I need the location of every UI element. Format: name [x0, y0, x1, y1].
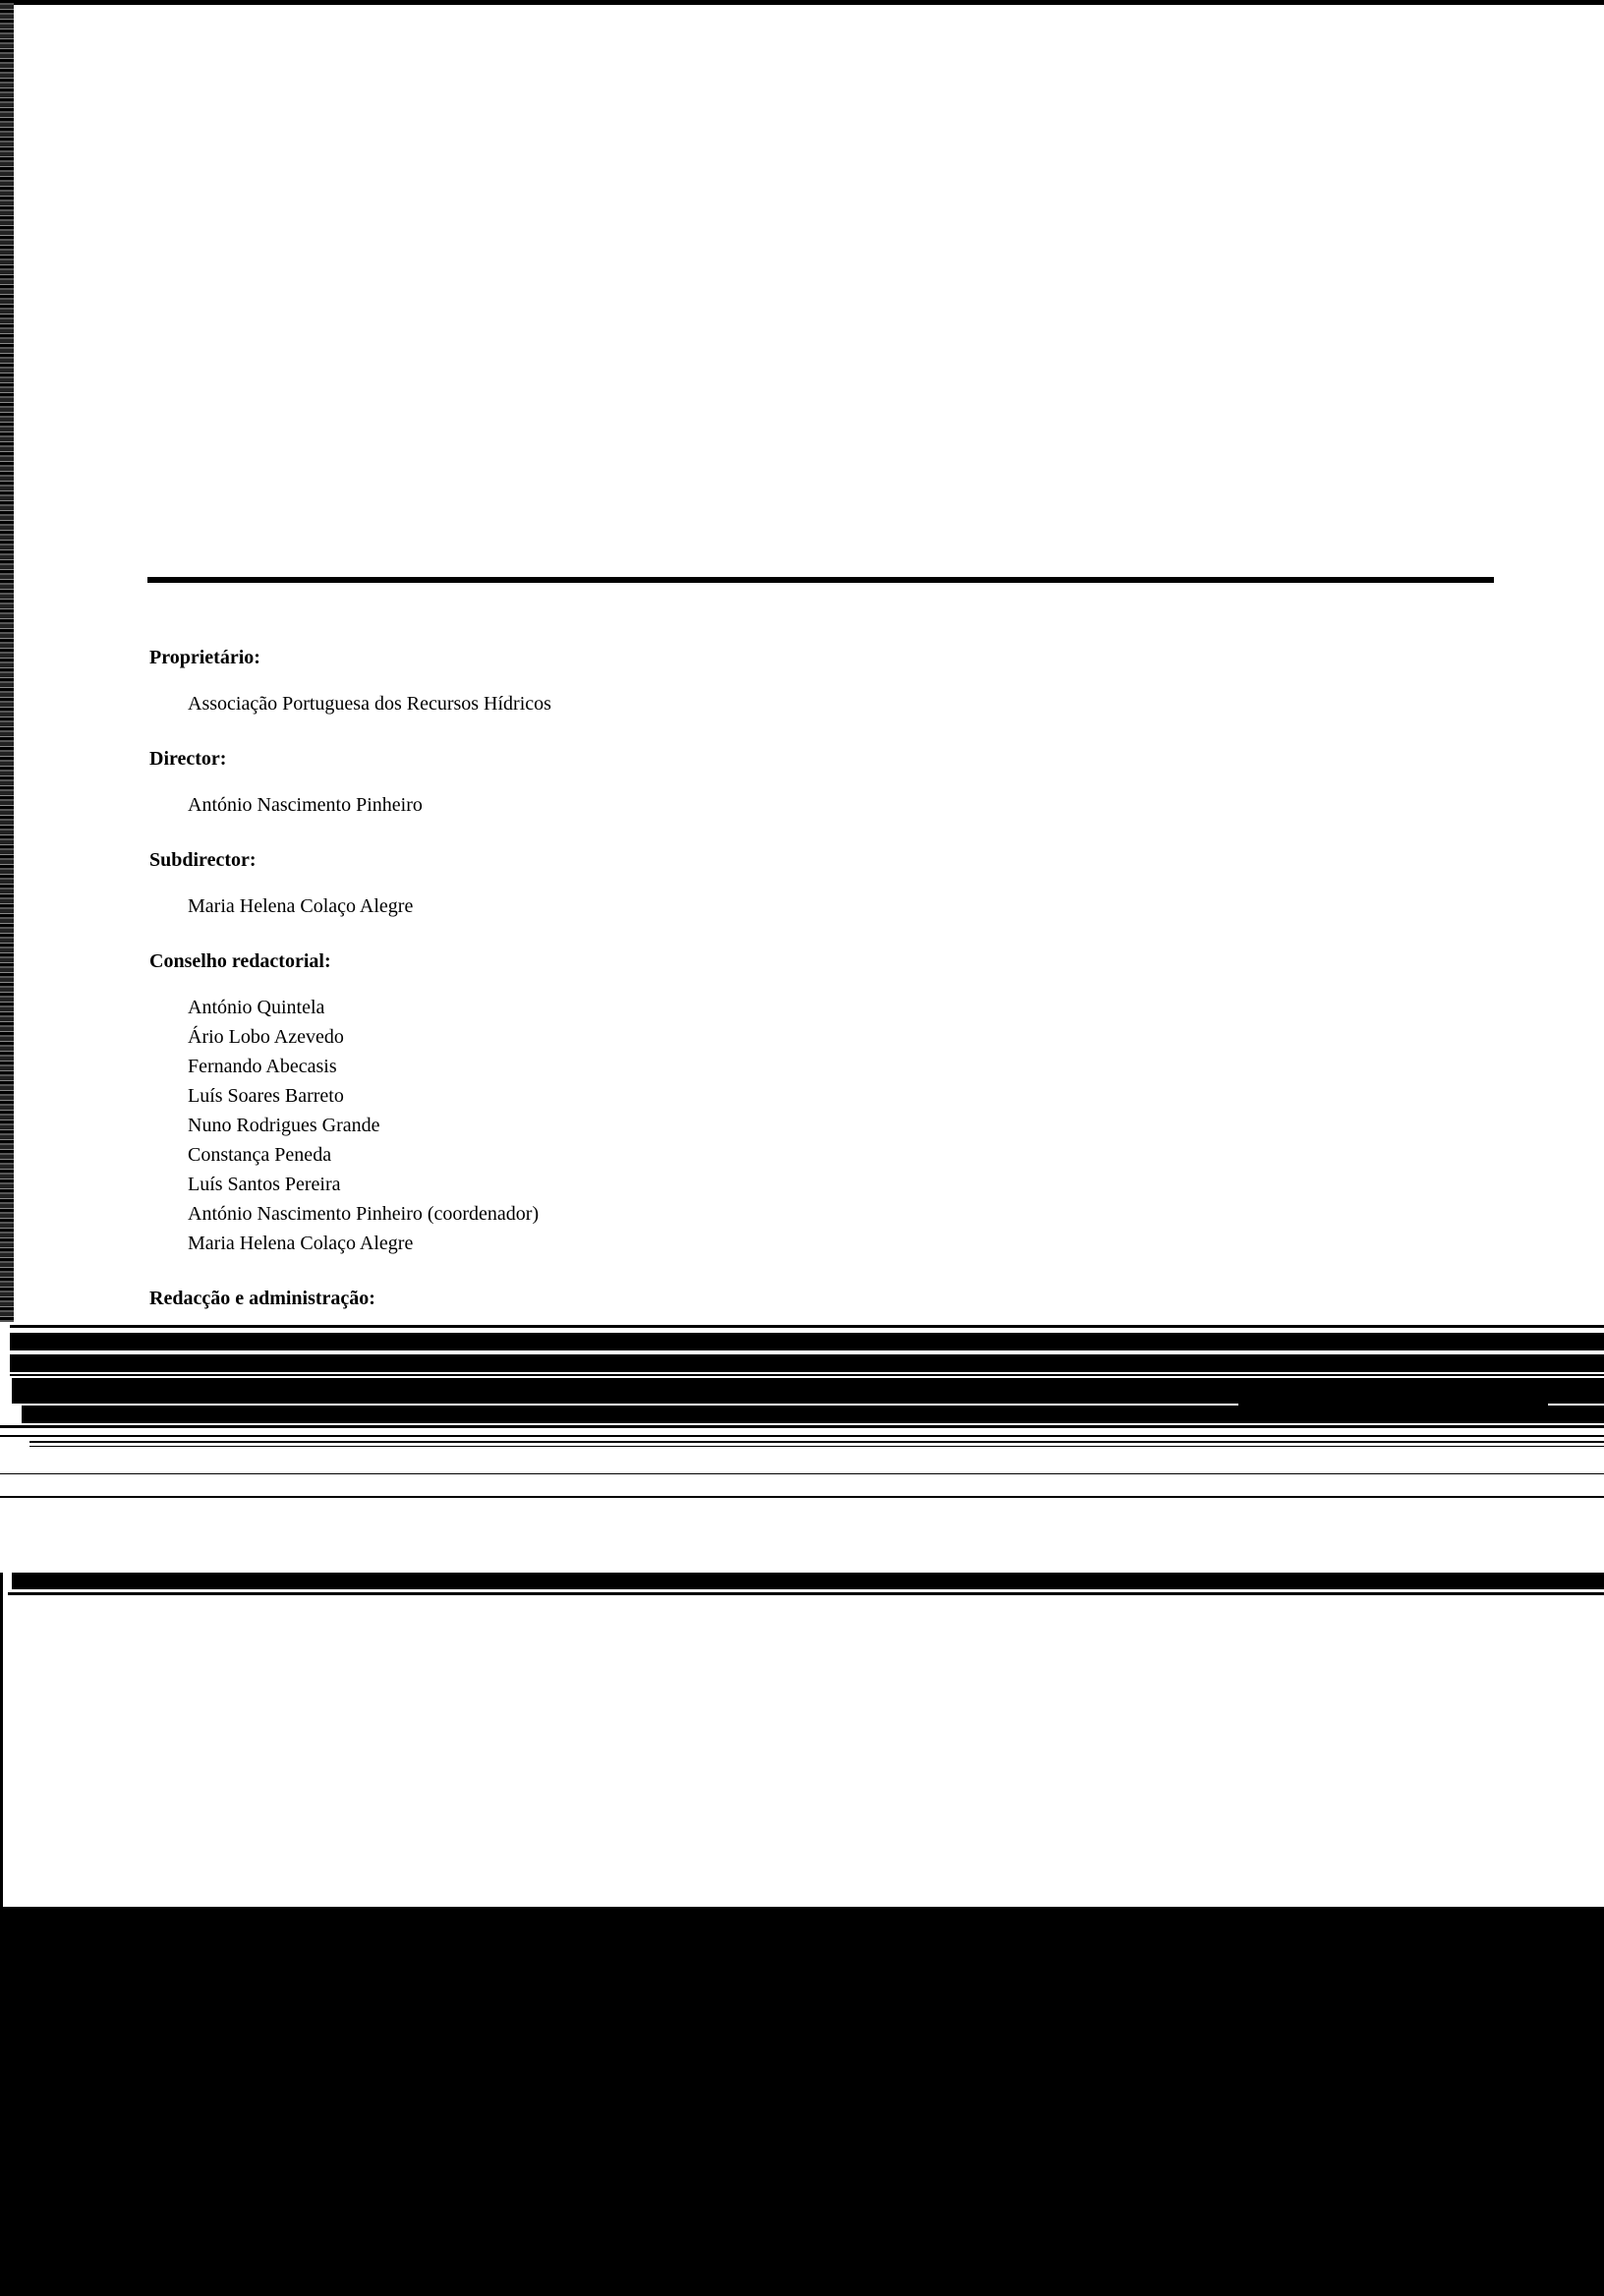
conselho-member: Ário Lobo Azevedo	[188, 1026, 344, 1048]
scan-artifact-band	[10, 1333, 1604, 1350]
conselho-member: Fernando Abecasis	[188, 1056, 337, 1077]
section-redaccao	[149, 1285, 1329, 1312]
heading-conselho: Conselho redactorial:	[149, 950, 331, 972]
conselho-member: Constança Peneda	[188, 1144, 332, 1166]
conselho-member-list	[188, 993, 1329, 1258]
value-director: António Nascimento Pinheiro	[188, 794, 423, 816]
scan-artifact-line	[0, 1473, 1604, 1474]
scan-artifact-band	[12, 1378, 1604, 1404]
section-subdirector	[149, 846, 1329, 921]
top-rule	[147, 577, 1494, 583]
heading-proprietario: Proprietário:	[149, 647, 260, 668]
scan-artifact-line	[1238, 1403, 1548, 1408]
scan-artifact-band	[12, 1573, 1604, 1589]
heading-director: Director:	[149, 748, 227, 770]
section-director	[149, 745, 1329, 820]
conselho-member: António Nascimento Pinheiro (coordenador)	[188, 1203, 540, 1225]
scan-artifact-line	[29, 1441, 1604, 1443]
scan-artifact-line	[29, 1446, 1604, 1447]
scan-artifact-line	[0, 1496, 1604, 1498]
section-proprietario	[149, 644, 1329, 718]
scan-artifact-line	[8, 1592, 1604, 1595]
masthead	[149, 644, 1329, 1339]
scan-edge-left-lower	[0, 1573, 3, 1907]
scan-artifact-line	[0, 1435, 1604, 1437]
scan-edge-left	[0, 0, 14, 1322]
conselho-member: Nuno Rodrigues Grande	[188, 1115, 380, 1136]
value-proprietario: Associação Portuguesa dos Recursos Hídricos	[188, 693, 551, 715]
conselho-member: Luís Santos Pereira	[188, 1174, 341, 1195]
conselho-member: Luís Soares Barreto	[188, 1085, 344, 1107]
conselho-member: Maria Helena Colaço Alegre	[188, 1233, 414, 1254]
scan-artifact-line	[10, 1325, 1604, 1328]
conselho-member: António Quintela	[188, 997, 325, 1018]
heading-subdirector: Subdirector:	[149, 849, 257, 871]
value-subdirector: Maria Helena Colaço Alegre	[188, 895, 414, 917]
scan-artifact-line	[10, 1374, 1604, 1376]
section-conselho	[149, 947, 1329, 1258]
heading-redaccao: Redacção e administração:	[149, 1288, 375, 1309]
scan-edge-top	[0, 0, 1604, 5]
scan-artifact-line	[0, 1425, 1604, 1428]
scan-artifact-band	[10, 1354, 1604, 1372]
scan-bottom-black-area	[0, 1907, 1604, 2296]
